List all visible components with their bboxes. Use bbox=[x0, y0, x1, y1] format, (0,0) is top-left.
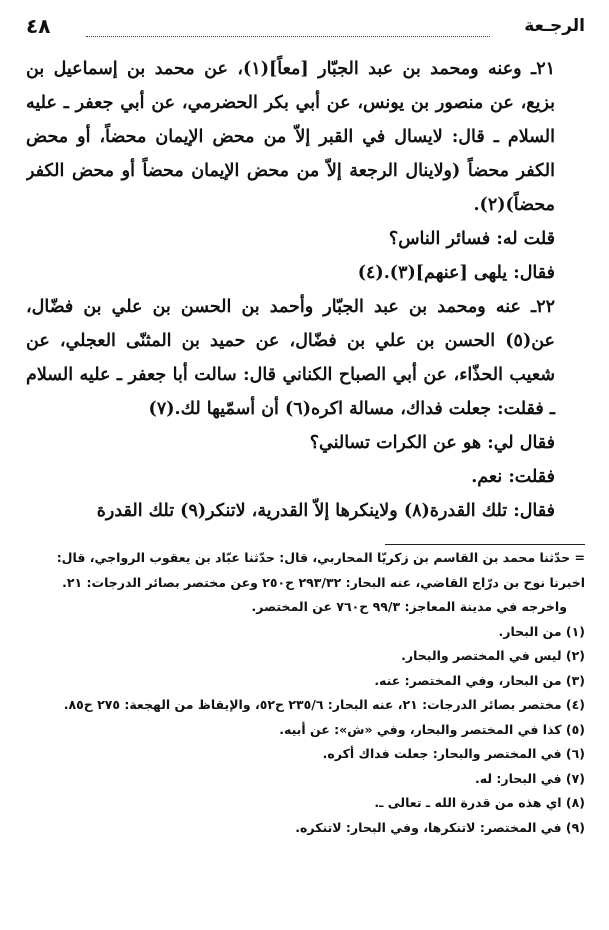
dialogue-line-1: فقال لي: هو عن الكرات تسالني؟ bbox=[309, 433, 555, 453]
answer-line: فقال: يلهى [عنهم](٣).(٤) bbox=[357, 263, 555, 283]
dialogue-line-2: فقلت: نعم. bbox=[471, 467, 555, 487]
page-number: ٤٨ bbox=[26, 14, 51, 38]
footnote-separator bbox=[385, 544, 585, 545]
main-text bbox=[26, 52, 585, 536]
header-dotted-rule bbox=[86, 36, 490, 37]
question-line: قلت له: فسائر الناس؟ bbox=[388, 229, 555, 249]
footnote-8: (٨) اي هذه من قدرة الله ـ تعالى ـ. bbox=[374, 795, 585, 810]
hadith-21-paragraph: ٢١ـ وعنه ومحمد بن عبد الجبّار [معاً](١)، عن محمد بن إسماعيل بن بزيع، عن منصور بن يونس، عن أبي بكر الحضرمي، عن أبي جعفر ـ عليه السلام ـ قال: لايسال في القبر إلاّ من محض الإيمان محضاً، أو محض الكفر محضاً (ولاينال الرجعة إلاّ من محض الإيمان محضاً أو محض الكفر محضاً)(٢). bbox=[26, 59, 555, 215]
footnote-continuation: = حدّثنا محمد بن القاسم بن زكريّا المحاربي، قال: حدّثنا عبّاد بن يعقوب الرواجي، قال: اخبرنا نوح بن درّاج القاضي، عنه البحار: ٢٩٣/٣٢ ح٢٥٠ وعن مختصر بصائر الدرجات: ٢١. bbox=[56, 550, 585, 590]
footnote-1: (١) من البحار. bbox=[498, 623, 585, 639]
footnote-3: (٣) من البحار، وفي المختصر: عنه. bbox=[374, 672, 585, 688]
dialogue-line-3: فقال: تلك القدرة(٨) ولاينكرها إلاّ القدرية، لاتنكر(٩) تلك القدرة bbox=[96, 501, 555, 521]
hadith-22-paragraph: ٢٢ـ عنه ومحمد بن عبد الجبّار وأحمد بن الحسن بن علي بن فضّال، عن(٥) الحسن بن علي بن فضّال، عن حميد بن المثنّى العجلي، عن شعيب الحذّاء، عن أبي الصباح الكناني قال: سالت أبا جعفر ـ عليه السلام ـ فقلت: جعلت فداك، مسالة اكره(٦) أن أسمّيها لك.(٧) bbox=[26, 297, 555, 419]
footnote-2: (٢) ليس في المختصر والبحار. bbox=[401, 648, 585, 663]
footnote-9: (٩) في المختصر: لاتنكرها، وفي البحار: لاتنكره. bbox=[295, 819, 585, 835]
footnote-6: (٦) في المختصر والبحار: جعلت فداك أكره. bbox=[322, 746, 585, 761]
page-header bbox=[26, 14, 585, 44]
running-title: الرجـعة bbox=[524, 16, 585, 36]
footnote-5: (٥) كذا في المختصر والبحار، وفي «ش»: عن أبيه. bbox=[279, 721, 585, 737]
footnotes bbox=[26, 546, 585, 918]
footnote-4: (٤) مختصر بصائر الدرجات: ٢١، عنه البحار: ٢٣٥/٦ ح٥٢، والإيقاظ من الهجعة: ٢٧٥ ح٨٥. bbox=[63, 697, 585, 712]
footnote-7: (٧) في البحار: له. bbox=[475, 770, 585, 786]
footnote-note: واخرجه في مدينة المعاجز: ٩٩/٣ ح٧٦٠ عن المختصر. bbox=[251, 599, 567, 614]
